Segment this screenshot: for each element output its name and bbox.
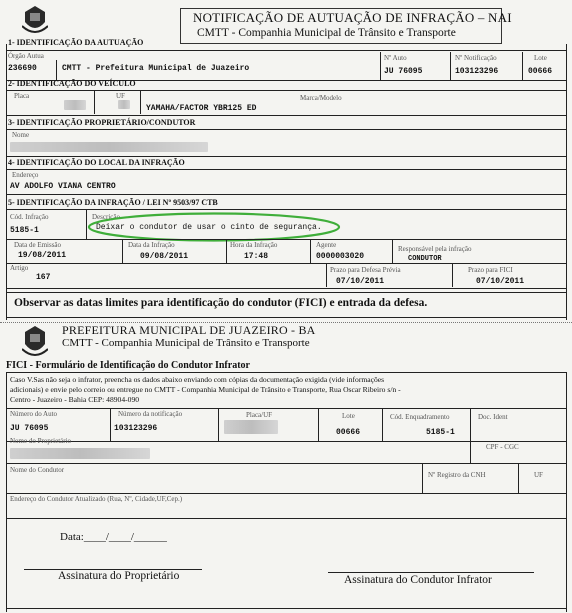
uf-redacted [118,100,130,109]
fici-cmtt: CMTT - Companhia Municipal de Trânsito e Transporte [62,337,310,349]
agente-value: 0000003020 [316,252,365,261]
fici-pref-title: PREFEITURA MUNICIPAL DE JUAZEIRO - BA [62,323,316,337]
fici-data-field: Data:____/____/______ [60,531,167,543]
prazo-fici-label: Prazo para FICI [468,266,513,274]
hora-label: Hora da Infração [230,241,278,249]
section-2-heading: 2- IDENTIFICAÇÃO DO VEÍCULO [8,79,136,88]
orgao-name: CMTT - Prefeitura Municipal de Juazeiro [62,64,250,73]
cod-value: 5185-1 [10,226,39,235]
auto-label: Nº Auto [384,54,407,62]
fici-instructions-2: adicionais) e envie pelo correio ou entregue no CMTT - Companhia Municipal de Trânsito e Transporte, Rua Oscar Ribeiro s/n - [10,385,401,394]
lote-label: Lote [534,54,547,62]
fici-enq-value: 5185-1 [426,428,455,437]
agente-label: Agente [316,241,337,249]
placa-redacted [64,100,86,110]
fici-placa-redacted [224,420,278,434]
artigo-value: 167 [36,273,51,282]
marca-value: YAMAHA/FACTOR YBR125 ED [146,104,257,113]
fici-cpf-label: CPF - CGC [486,443,519,451]
coat-of-arms-icon-2 [22,324,48,358]
sig-cond-label: Assinatura do Condutor Infrator [344,574,492,586]
nai-title: NOTIFICAÇÃO DE AUTUAÇÃO DE INFRAÇÃO – NAI [193,10,512,25]
data-inf-value: 09/08/2011 [140,252,189,261]
desc-label: Descrição [92,213,120,221]
prazo-fici-value: 07/10/2011 [476,277,525,286]
notif-label: Nº Notificação [455,54,497,62]
hora-value: 17:48 [244,252,269,261]
notice-text: Observar as datas limites para identificação do condutor (FICI) e entrada da defesa. [14,297,428,309]
fici-doc-label: Doc. Ident [478,413,508,421]
fici-enq-label: Cód. Enquadramento [390,413,450,421]
fici-heading: FICI - Formulário de Identificação do Condutor Infrator [6,360,250,371]
notif-value: 103123296 [455,67,499,76]
data-inf-label: Data da Infração [128,241,175,249]
fici-notif-label: Número da notificação [118,410,183,418]
coat-of-arms-icon [22,4,48,34]
fici-auto-label: Número do Auto [10,410,58,418]
prazo-def-value: 07/10/2011 [336,277,385,286]
uf-label: UF [116,92,125,100]
artigo-label: Artigo [10,264,29,272]
fici-cnh-label: Nº Registro da CNH [428,471,486,479]
sig-line-cond [328,572,534,573]
resp-label: Responsável pela infração [398,245,472,253]
fici-condutor-label: Nome do Condutor [10,466,65,474]
resp-value: CONDUTOR [408,255,442,263]
section-5-heading: 5- IDENTIFICAÇÃO DA INFRAÇÃO / LEI Nº 9503/97 CTB [8,198,218,207]
cod-label: Cód. Infração [10,213,49,221]
fici-instructions-3: Centro - Juazeiro - Bahia CEP: 48904-090 [10,395,140,404]
prazo-def-label: Prazo para Defesa Prévia [330,266,401,274]
lote-value: 00666 [528,67,553,76]
fici-end-label: Endereço do Condutor Atualizado (Rua, Nº, Cidade,UF,Cep.) [10,495,183,503]
emissao-label: Data de Emissão [14,241,62,249]
desc-value: Deixar o condutor de usar o cinto de segurança. [96,223,322,232]
fici-uf-label: UF [534,471,543,479]
endereco-label: Endereço [12,171,39,179]
auto-value: JU 76095 [384,67,423,76]
fici-instructions-1: Caso V.Sas não seja o infrator, preencha os dados abaixo enviando com cópias da documentação exigida (vide informações [10,375,385,384]
orgao-code: 236690 [8,64,37,73]
placa-label: Placa [14,92,30,100]
fici-auto-value: JU 76095 [10,424,49,433]
section-1-heading: 1- IDENTIFICAÇÃO DA AUTUAÇÃO [8,38,144,47]
nome-redacted [10,142,208,152]
fici-lote-label: Lote [342,412,355,420]
fici-lote-value: 00666 [336,428,361,437]
fici-notif-value: 103123296 [114,424,158,433]
endereco-value: AV ADOLFO VIANA CENTRO [10,182,116,191]
sig-prop-label: Assinatura do Proprietário [58,570,180,582]
fici-placa-label: Placa/UF [246,411,273,419]
orgao-label: Órgão Autua [8,52,44,60]
fici-prop-redacted [10,448,150,459]
section-3-heading: 3- IDENTIFICAÇÃO PROPRIETÁRIO/CONDUTOR [8,118,196,127]
fici-prop-label: Nome do Proprietário [10,437,72,445]
emissao-value: 19/08/2011 [18,251,67,260]
marca-label: Marca/Modelo [300,94,342,102]
section-4-heading: 4- IDENTIFICAÇÃO DO LOCAL DA INFRAÇÃO [8,158,185,167]
nai-subtitle: CMTT - Companhia Municipal de Trânsito e Transporte [197,27,456,39]
nome-label: Nome [12,131,30,139]
